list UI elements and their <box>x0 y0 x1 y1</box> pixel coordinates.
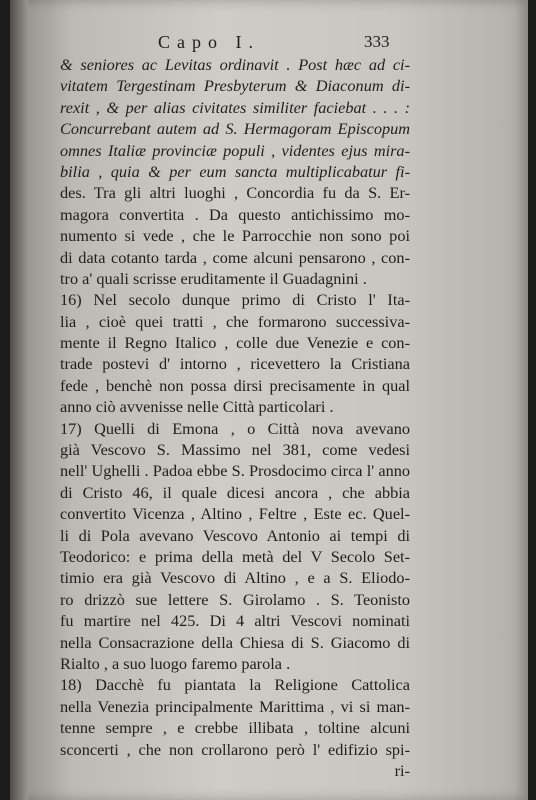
text-line: lia , cioè quei tratti , che formarono successiva- <box>60 311 410 331</box>
text-line: rexit , & per alias civitates similiter faciebat . . . : <box>60 97 410 117</box>
book-spine-shadow <box>10 0 28 800</box>
text-line: nella Consacrazione della Chiesa di S. Giacomo di <box>60 632 410 652</box>
text-line: Concurrebant autem ad S. Hermagoram Episcopum <box>60 119 410 139</box>
text-line: magora convertita . Da questo antichissimo mo- <box>60 204 410 224</box>
page-number: 333 <box>364 32 390 51</box>
text-line: ri- <box>394 760 410 780</box>
text-line: convertito Vicenza , Altino , Feltre , Este ec. Quel- <box>60 504 410 524</box>
text-line: nell' Ughelli . Padoa ebbe S. Prosdocimo circa l' anno <box>60 461 410 481</box>
text-line: numento si vede , che le Parrocchie non sono poi <box>60 226 410 246</box>
text-line: ro drizzò sue lettere S. Girolamo . S. Teonisto <box>60 589 410 609</box>
text-line: fede , benchè non possa dirsi precisamente in qual <box>60 375 410 395</box>
text-line: di data cotanto tarda , come alcuni pensarono , con- <box>60 247 410 267</box>
text-line: Teodorico: e prima della metà del V Secolo Set- <box>60 546 410 566</box>
text-line: mente il Regno Italico , colle due Venezie e con- <box>60 333 410 353</box>
text-line: li di Pola avevano Vescovo Antonio ai tempi di <box>60 525 410 545</box>
text-line: trade postevi d' intorno , ricevettero la Cristiana <box>60 354 410 374</box>
text-line: tro a' quali scrisse eruditamente il Guadagnini . <box>60 268 367 288</box>
body-text <box>60 54 410 781</box>
text-line: nella Venezia principalmente Marittima , vi si man- <box>60 696 410 716</box>
text-line: fu martire nel 425. Di 4 altri Vescovi nominati <box>60 611 410 631</box>
text-line: Rialto , a suo luogo faremo parola . <box>60 653 291 673</box>
text-line: 17) Quelli di Emona , o Città nova avevano <box>60 418 410 438</box>
running-head: Capo I. <box>158 32 260 52</box>
text-line: di Cristo 46, il quale dicesi ancora , che abbia <box>60 482 410 502</box>
text-line: tenne sempre , e crebbe illibata , toltine alcuni <box>60 718 410 738</box>
text-line: vitatem Tergestinam Presbyterum & Diaconum di- <box>60 76 410 96</box>
text-line: già Vescovo S. Massimo nel 381, come vedesi <box>60 440 410 460</box>
text-line: 16) Nel secolo dunque primo di Cristo l' Ita- <box>60 290 410 310</box>
text-line: des. Tra gli altri luoghi , Concordia fu da S. Er- <box>60 183 410 203</box>
text-line: timio era già Vescovo di Altino , e a S. Eliodo- <box>60 568 410 588</box>
text-line: bilia , quia & per eum sancta multiplicabatur fi- <box>60 161 410 181</box>
text-line: omnes Italiæ provinciæ populi , videntes ejus mira- <box>60 140 410 160</box>
text-line: sconcerti , che non crollarono però l' edifizio spi- <box>60 739 410 759</box>
text-line: anno ciò avvenisse nelle Città particolari . <box>60 397 334 417</box>
page-header <box>0 32 536 56</box>
text-line: & seniores ac Levitas ordinavit . Post hæc ad ci- <box>60 55 410 74</box>
text-line: 18) Dacchè fu piantata la Religione Cattolica <box>60 675 410 695</box>
